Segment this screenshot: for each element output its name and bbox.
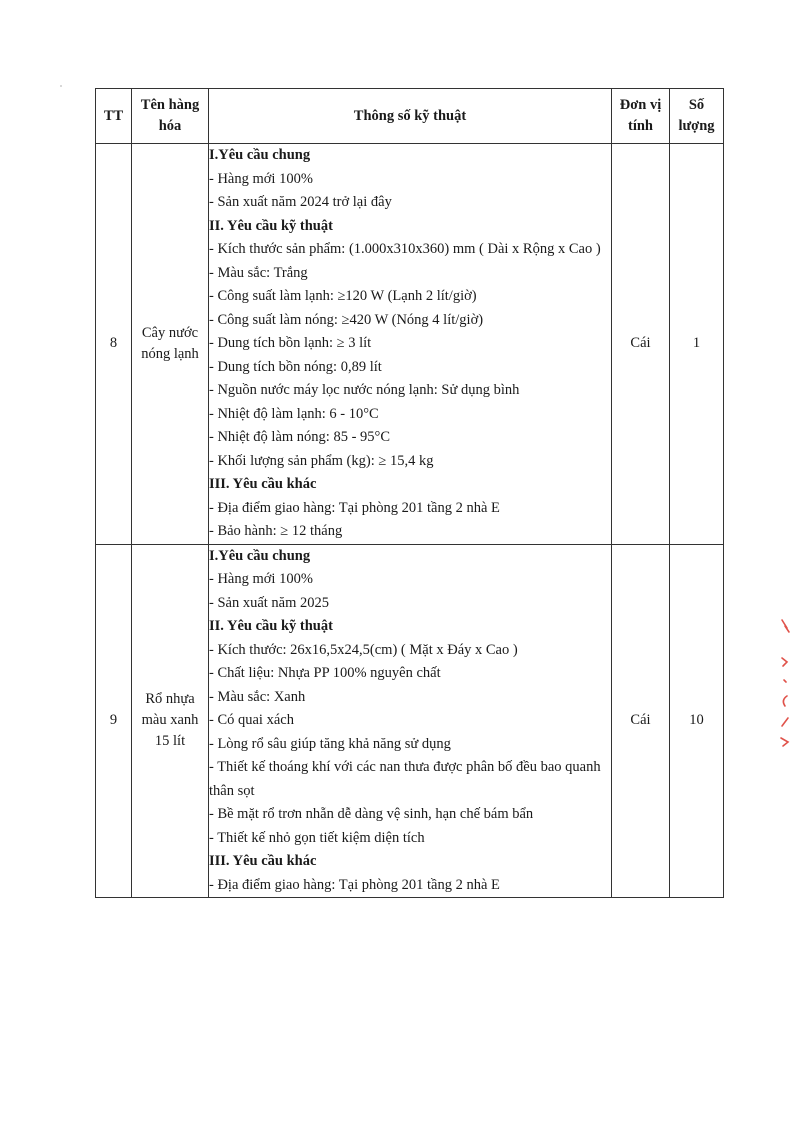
- spec-line: - Địa điểm giao hàng: Tại phòng 201 tầng 2 nhà E: [209, 876, 500, 893]
- spec-line: - Lòng rổ sâu giúp tăng khả năng sử dụng: [209, 735, 451, 752]
- spec-line: - Công suất làm lạnh: ≥120 W (Lạnh 2 lít/giờ): [209, 288, 477, 304]
- spec-line: - Có quai xách: [209, 712, 294, 728]
- spec-line: - Địa điểm giao hàng: Tại phòng 201 tầng 2 nhà E: [209, 499, 500, 516]
- header-row: [96, 89, 724, 144]
- item-name-line: Rổ nhựa: [145, 691, 195, 708]
- spec-line: - Kích thước: 26x16,5x24,5(cm) ( Mặt x Đáy x Cao ): [209, 641, 518, 658]
- spec-line: - Bề mặt rổ trơn nhẵn dễ dàng vệ sinh, hạn chế bám bẩn: [209, 806, 534, 822]
- spec-heading: II. Yêu cầu kỹ thuật: [209, 618, 333, 634]
- spec-heading: II. Yêu cầu kỹ thuật: [209, 217, 333, 234]
- header-unit: [612, 89, 670, 144]
- header-name: [132, 89, 209, 144]
- spec-line: - Kích thước sản phẩm: (1.000x310x360) mm ( Dài x Rộng x Cao ): [209, 241, 601, 257]
- item-name-line: Cây nước: [141, 324, 199, 341]
- spec-line: - Công suất làm nóng: ≥420 W (Nóng 4 lít/giờ): [209, 311, 484, 328]
- spec-line: - Dung tích bồn nóng: 0,89 lít: [209, 358, 382, 375]
- item-name: [132, 544, 209, 898]
- spec-line: - Nguồn nước máy lọc nước nóng lạnh: Sử dụng bình: [209, 382, 520, 398]
- header-unit-line: tính: [628, 118, 653, 134]
- item-quantity: 10: [670, 544, 724, 898]
- scan-speck: [60, 85, 62, 87]
- item-unit: Cái: [612, 544, 670, 898]
- spec-line: - Màu sắc: Xanh: [209, 688, 306, 705]
- spec-heading: III. Yêu cầu khác: [209, 853, 317, 869]
- spec-line: - Chất liệu: Nhựa PP 100% nguyên chất: [209, 665, 441, 681]
- header-qty-line: Số: [688, 97, 705, 113]
- spec-table: [95, 88, 724, 898]
- spec-line: - Dung tích bồn lạnh: ≥ 3 lít: [209, 335, 372, 351]
- spec-line: - Bảo hành: ≥ 12 tháng: [209, 523, 343, 539]
- item-specs: [209, 144, 612, 545]
- header-qty-line: lượng: [678, 118, 715, 134]
- header-unit-line: Đơn vị: [619, 97, 662, 113]
- item-specs: [209, 544, 612, 898]
- item-quantity: 1: [670, 144, 724, 545]
- spec-line: - Hàng mới 100%: [209, 170, 313, 187]
- spec-heading: III. Yêu cầu khác: [209, 476, 317, 492]
- header-specs: Thông số kỹ thuật: [209, 89, 612, 144]
- spec-line: - Sản xuất năm 2025: [209, 594, 330, 611]
- spec-heading: I.Yêu cầu chung: [209, 147, 311, 163]
- spec-line: - Hàng mới 100%: [209, 571, 313, 587]
- spec-line: - Sản xuất năm 2024 trở lại đây: [209, 194, 392, 210]
- header-name-line: hóa: [158, 118, 182, 134]
- item-unit: Cái: [612, 144, 670, 545]
- item-name-line: 15 lít: [154, 733, 186, 750]
- item-name-line: màu xanh: [141, 712, 199, 729]
- spec-line: - Nhiệt độ làm nóng: 85 - 95°C: [209, 429, 390, 445]
- spec-line: - Thiết kế thoáng khí với các nan thưa được phân bố đều bao quanh thân sọt: [209, 759, 601, 799]
- row-number: 8: [96, 144, 132, 545]
- table-row: [96, 544, 724, 898]
- table-row: [96, 144, 724, 545]
- spec-line: - Màu sắc: Trắng: [209, 264, 308, 281]
- stamp-edge-marks: [778, 618, 792, 748]
- spec-line: - Khối lượng sản phẩm (kg): ≥ 15,4 kg: [209, 452, 434, 469]
- item-name: [132, 144, 209, 545]
- spec-line: - Nhiệt độ làm lạnh: 6 - 10°C: [209, 405, 379, 422]
- header-name-line: Tên hàng: [140, 97, 200, 113]
- header-tt: TT: [96, 89, 132, 144]
- row-number: 9: [96, 544, 132, 898]
- header-qty: [670, 89, 724, 144]
- spec-line: - Thiết kế nhỏ gọn tiết kiệm diện tích: [209, 829, 425, 846]
- item-name-line: nóng lạnh: [141, 345, 199, 362]
- spec-heading: I.Yêu cầu chung: [209, 547, 311, 564]
